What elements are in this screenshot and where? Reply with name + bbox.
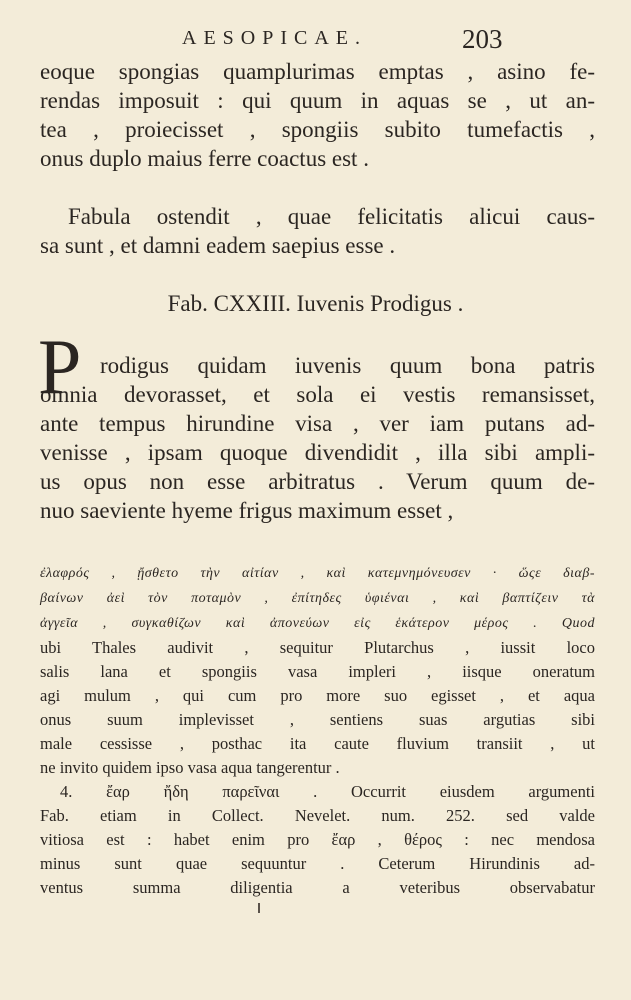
- note-line: ventus summa diligentia a veteribus observabatur: [40, 878, 595, 897]
- note-line: ubi Thales audivit , sequitur Plutarchus , iussit loco: [40, 638, 595, 657]
- text-line: tea , proiecisset , spongiis subito tumefactis ,: [40, 117, 595, 142]
- running-title: AESOPICAE.: [182, 27, 368, 49]
- note-line: salis lana et spongiis vasa impleri , iisque oneratum: [40, 662, 595, 681]
- text-line: omnia devorasset, et sola ei vestis remansisset,: [40, 382, 595, 407]
- note-line: male cessisse , posthac ita caute fluvium transiit , ut: [40, 734, 595, 753]
- text-line: rendas imposuit : qui quum in aquas se , ut an-: [40, 88, 595, 113]
- note-line: minus sunt quae sequuntur . Ceterum Hirundinis ad-: [40, 854, 595, 873]
- moral-line: Fabula ostendit , quae felicitatis alicui caus-: [68, 204, 595, 229]
- page-number: 203: [462, 24, 503, 54]
- text-line: onus duplo maius ferre coactus est .: [40, 146, 369, 171]
- note-line: ne invito quidem ipso vasa aqua tangerentur .: [40, 758, 340, 777]
- text-line: rodigus quidam iuvenis quum bona patris: [100, 353, 595, 378]
- fable-title: Fab. CXXIII. Iuvenis Prodigus .: [167, 291, 464, 316]
- note-line: Fab. etiam in Collect. Nevelet. num. 252. sed valde: [40, 806, 595, 825]
- text-line: nuo saeviente hyeme frigus maximum esset ,: [40, 498, 454, 523]
- text-line: us opus non esse arbitratus . Verum quum de-: [40, 469, 595, 494]
- note-line: onus suum implevisset , sentiens suas argutias sibi: [40, 710, 595, 729]
- ink-mark: [258, 903, 260, 913]
- text-line: venisse , ipsam quoque divendidit , illa sibi ampli-: [40, 440, 595, 465]
- note-line: ἀγγεῖα , συγκαθίζων καὶ ἀπονεύων εἰς ἑκάτερον μέρος . Quod: [40, 616, 595, 631]
- note-line: 4. ἔαρ ἤδη παρεῖναι . Occurrit eiusdem argumenti: [60, 782, 595, 801]
- note-line: ἐλαφρός , ᾔσθετο τὴν αἰτίαν , καὶ κατεμνημόνευσεν · ὥςε διαβ-: [40, 566, 595, 581]
- text-line: eoque spongias quamplurimas emptas , asino fe-: [40, 59, 595, 84]
- moral-line: sa sunt , et damni eadem saepius esse .: [40, 233, 396, 258]
- text-line: ante tempus hirundine visa , ver iam putans ad-: [40, 411, 595, 436]
- page-header: [0, 24, 631, 57]
- note-line: vitiosa est : habet enim pro ἔαρ , θέρος : nec mendosa: [40, 830, 595, 849]
- note-line: βαίνων ἀεὶ τὸν ποταμὸν , ἐπίτηδες ὑφιέναι , καὶ βαπτίζειν τὰ: [40, 591, 595, 606]
- note-line: agi mulum , qui cum pro more suo egisset , et aqua: [40, 686, 595, 705]
- drop-cap: P: [38, 323, 82, 410]
